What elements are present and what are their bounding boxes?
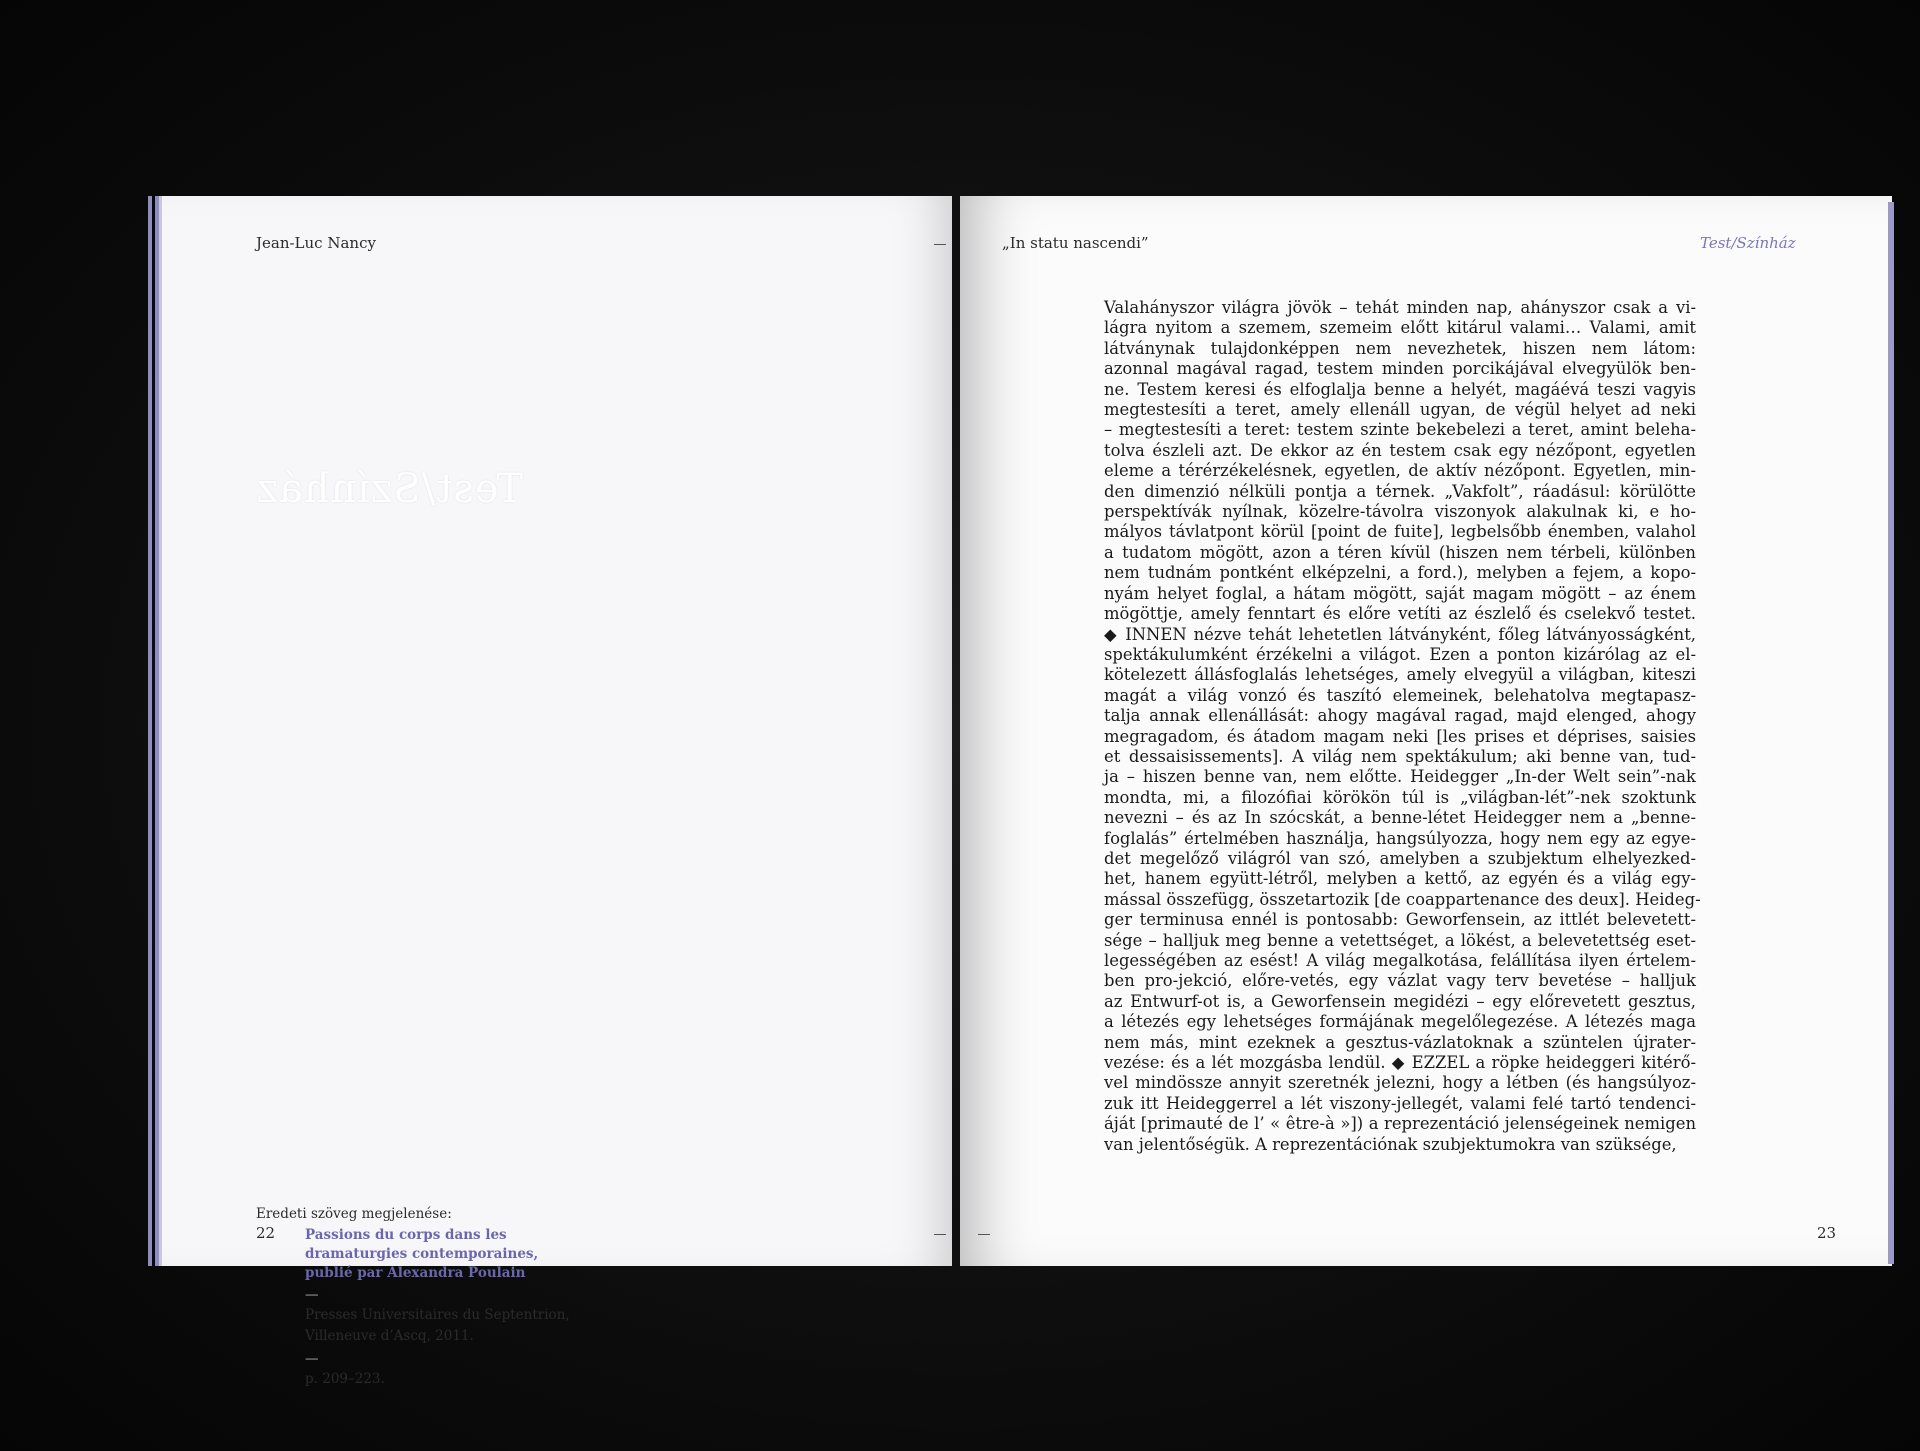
page-edge-band [1888,202,1894,1264]
body-line: – megtestesíti a teret: testem szinte bekebelezi a teret, amint beleha- [1104,420,1696,440]
body-line: het, hanem együtt-létről, melyben a kettő, az egyén és a világ egy- [1104,869,1696,889]
page-number-right: 23 [1817,1224,1837,1242]
separator: — [305,1287,319,1303]
body-line: tolva észleli azt. De ekkor az én testem csak egy nézőpont, egyetlen [1104,440,1696,460]
body-line: perspektívák nyílnak, közelre-távolra viszonyok alakulnak ki, e ho- [1104,502,1696,522]
body-line: az Entwurf-ot is, a Geworfensein megidézi – egy előrevetett gesztus, [1104,991,1696,1011]
body-text [1104,298,1701,1155]
running-head-section: Test/Színház [1700,234,1796,252]
body-line: mással összefügg, összetartozik [de coappartenance des deux]. Heideg- [1104,889,1701,909]
body-line: nem tudnám pontként elképzelni, a ford.), melyben a fejem, a kopo- [1104,563,1696,583]
body-line: det megelőző világról van szó, amelyben a szubjektum elhelyezked- [1104,848,1696,868]
body-line: Valahányszor világra jövök – tehát minden nap, ahányszor csak a vi- [1104,298,1696,317]
body-line: megtestesíti a teret, amely ellenáll ugyan, de végül helyet ad neki [1104,400,1696,420]
body-line: nevezni – és az In szócskát, a benne-létet Heidegger nem a „benne- [1104,808,1696,828]
body-line: a létezés egy lehetséges formájának megelőlegezése. A létezés maga [1104,1012,1696,1032]
body-line: azonnal magával ragad, testem minden porcikájával elvegyülök ben- [1104,359,1696,379]
body-line: magát a világ vonzó és taszító elemeinek, belehatolva megtapasz- [1104,685,1696,705]
body-line: mondta, mi, a filozófiai körökön túl is „világban-lét”-nek szoktunk [1104,787,1696,807]
body-line: sége – halljuk meg benne a vetettséget, a lökést, a belevetettség eset- [1104,930,1696,950]
body-line: kötelezett állásfoglalás lehetséges, amely elvegyül a világban, kiteszi [1104,665,1696,685]
body-line: a tudatom mögött, azon a téren kívül (hiszen nem térbeli, különben [1104,542,1696,562]
body-line: mályos távlatpont körül [point de fuite], legbelsőbb énemben, valahol [1104,522,1696,542]
publisher-line: Villeneuve d’Ascq, 2011. [305,1328,474,1344]
left-page [162,196,952,1387]
body-line: foglalás” értelmében használja, hangsúlyozza, hogy nem egy az egye- [1104,828,1696,848]
body-line: ne. Testem keresi és elfoglalja benne a helyét, magáévá teszi vagyis [1104,379,1696,399]
body-line: nem más, mint ezeknek a gesztus-vázlatoknak a szüntelen újrater- [1104,1032,1696,1052]
body-line: et dessaisissements]. A világ nem spektákulum; aki benne van, tud- [1104,746,1696,766]
body-line: eleme a térérzékelésnek, egyetlen, de aktív nézőpont. Egyetlen, min- [1104,461,1696,481]
running-head-author: Jean-Luc Nancy [256,234,376,252]
body-line: látványnak tulajdonképpen nem nevezhetek, hiszen nem látom: [1104,338,1696,358]
body-line: vezése: és a lét mozgásba lendül. ◆ EZZEL a röpke heideggeri kitérő- [1104,1053,1696,1073]
body-line: nyám helyet foglal, a hátam mögött, saját magam mögött – az énem [1104,583,1696,603]
running-head-title: „In statu nascendi” [1002,234,1149,252]
body-line: megragadom, és átadom magam neki [les prises et déprises, saisies [1104,726,1696,746]
colophon [256,1206,596,1390]
body-line: den dimenzió nélküli pontja a térnek. „Vakfolt”, ráadásul: körülötte [1104,481,1696,501]
body-line: mögöttje, amely fenntart és előre vetíti az észlelő és cselekvő testet. [1104,604,1696,624]
body-line: ben pro-jekció, előre-vetés, egy vázlat vagy terv bevetése – halljuk [1104,971,1696,991]
book-title-line: Passions du corps dans les [305,1227,507,1243]
separator: — [305,1351,319,1367]
body-line: legességében az esést! A világ megalkotása, felállítása ilyen értelem- [1104,951,1696,970]
page-edge-band [155,196,160,1266]
body-line: vel mindössze annyit szeretnék jelezni, hogy a létben (és hangsúlyoz- [1104,1073,1696,1093]
body-line: talja annak ellenállását: ahogy magával ragad, majd elenged, ahogy [1104,706,1696,726]
body-line: van jelentőségük. A reprezentációnak szubjektumokra van szüksége, [1104,1134,1677,1154]
body-line: zuk itt Heideggerrel a lét viszony-jellegét, valami felé tartó tendenci- [1104,1093,1696,1113]
page-edge-band [148,196,152,1266]
body-line: lágra nyitom a szemem, szemeim előtt kitárul valami… Valami, amit [1104,318,1696,338]
page-range: p. 209–223. [305,1371,385,1387]
book-title-line: publié par Alexandra Poulain [305,1265,526,1281]
page-number-left: 22 [256,1224,276,1242]
body-line: spektákulumként érzékelni a világot. Ezen a ponton kizárólag az el- [1104,644,1696,664]
footer-dash [978,1234,990,1235]
colophon-label: Eredeti szöveg megjelenése: [256,1206,452,1222]
body-line: ◆ INNEN nézve tehát lehetetlen látványként, főleg látványosságként, [1104,624,1696,644]
publisher-line: Presses Universitaires du Septentrion, [305,1307,570,1323]
body-line: ja – hiszen benne van, nem előtte. Heidegger „In-der Welt sein”-nak [1104,767,1696,787]
body-line: áját [primauté de l’ « être-à »]) a reprezentáció jelenségeinek nemigen [1104,1114,1696,1134]
book-title-line: dramaturgies contemporaines, [305,1246,539,1262]
header-dash [934,244,946,245]
show-through-title: Test/Színház [256,466,524,512]
body-line: ger terminusa ennél is pontosabb: Geworfensein, az ittlét belevetett- [1104,910,1696,930]
footer-dash [934,1234,946,1235]
